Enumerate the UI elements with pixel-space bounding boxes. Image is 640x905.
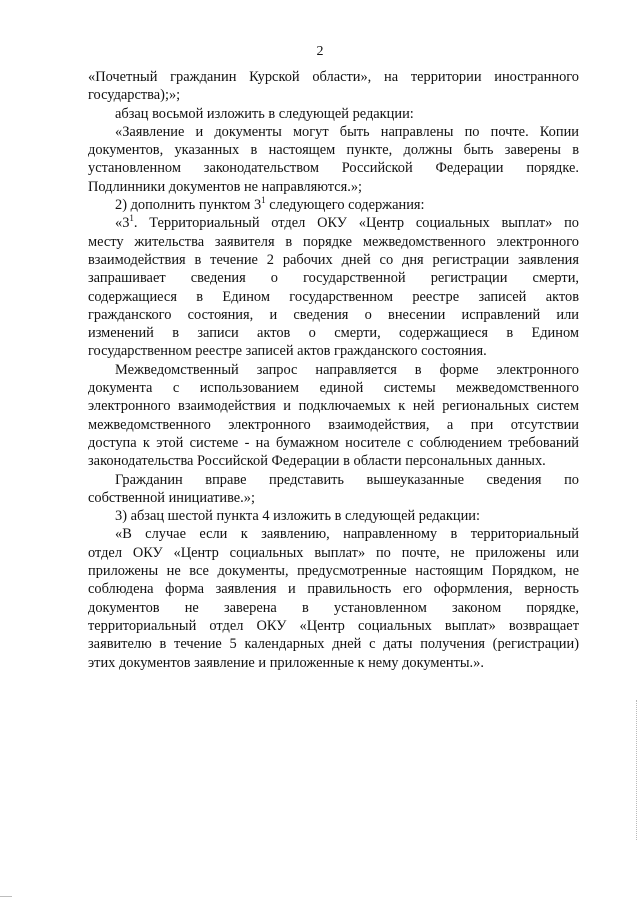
text-fragment: 2) дополнить пунктом 3 xyxy=(115,197,262,214)
scan-edge-mark xyxy=(0,896,12,897)
text-line: абзац восьмой изложить в следующей редакции: xyxy=(115,105,414,122)
text-line: взаимодействия в течение 2 рабочих дней со дня регистрации заявления xyxy=(88,251,579,268)
page-number: 2 xyxy=(316,44,324,59)
text-line: изменений в записи актов о смерти, содержащиеся в Едином xyxy=(88,325,579,342)
text-line: «В случае если к заявлению, направленному в территориальный xyxy=(115,526,579,543)
text-line: документов, указанных в настоящем пункте, должны быть заверены в xyxy=(88,142,579,159)
text-line: документов не заверена в установленном законом порядке, xyxy=(88,599,579,616)
text-line: документа с использованием единой системы межведомственного xyxy=(88,380,579,397)
text-line: месту жительства заявителя в порядке межведомственного электронного xyxy=(88,233,579,250)
text-line: государства);»; xyxy=(88,87,181,104)
text-line-with-superscript xyxy=(88,196,579,214)
text-line: законодательства Российской Федерации в области персональных данных. xyxy=(88,453,546,470)
scan-margin-artifact xyxy=(634,700,637,840)
text-fragment: . Территориальный отдел ОКУ «Центр социальных выплат» по xyxy=(133,215,579,232)
text-line: соблюдена форма заявления и правильность его оформления, верность xyxy=(88,581,579,598)
text-line: «Заявление и документы могут быть направлены по почте. Копии xyxy=(115,123,579,140)
text-line-with-superscript xyxy=(88,214,579,232)
text-line: «Почетный гражданин Курской области», на территории иностранного xyxy=(88,69,579,85)
document-body xyxy=(88,68,579,672)
text-line: содержащиеся в Едином государственном реестре записей актов xyxy=(88,288,579,305)
text-line: заявителю в течение 5 календарных дней с даты получения (регистрации) xyxy=(88,636,579,653)
text-line: территориальный отдел ОКУ «Центр социальных выплат» возвращает xyxy=(88,617,579,634)
text-line: этих документов заявление и приложенные к нему документы.». xyxy=(88,654,484,671)
text-line: доступа к этой системе - на бумажном носителе с соблюдением требований xyxy=(88,434,579,451)
text-fragment: следующего содержания: xyxy=(265,197,425,214)
text-line: Подлинники документов не направляются.»; xyxy=(88,178,363,195)
text-line: Межведомственный запрос направляется в форме электронного xyxy=(115,361,579,378)
text-line: приложены не все документы, предусмотренные настоящим Порядком, не xyxy=(88,563,579,580)
text-line: запрашивает сведения о государственной регистрации смерти, xyxy=(88,270,579,287)
superscript: 1 xyxy=(129,213,134,224)
superscript: 1 xyxy=(261,195,266,206)
text-line: отдел ОКУ «Центр социальных выплат» по почте, не приложены или xyxy=(88,544,579,561)
text-line: Гражданин вправе представить вышеуказанные сведения по xyxy=(115,471,579,488)
text-line: государственном реестре записей актов гражданского состояния. xyxy=(88,343,487,360)
text-fragment: «3 xyxy=(115,215,130,232)
text-line: электронного взаимодействия и подключаемых к ней региональных систем xyxy=(88,398,579,415)
text-line: гражданского состояния, и сведения о внесении исправлений или xyxy=(88,306,579,323)
text-line: 3) абзац шестой пункта 4 изложить в следующей редакции: xyxy=(115,508,481,525)
text-line: межведомственного электронного взаимодействия, а при отсутствии xyxy=(88,416,579,433)
text-line: установленном законодательством Российской Федерации порядке. xyxy=(88,160,579,177)
text-line: собственной инициативе.»; xyxy=(88,489,255,506)
